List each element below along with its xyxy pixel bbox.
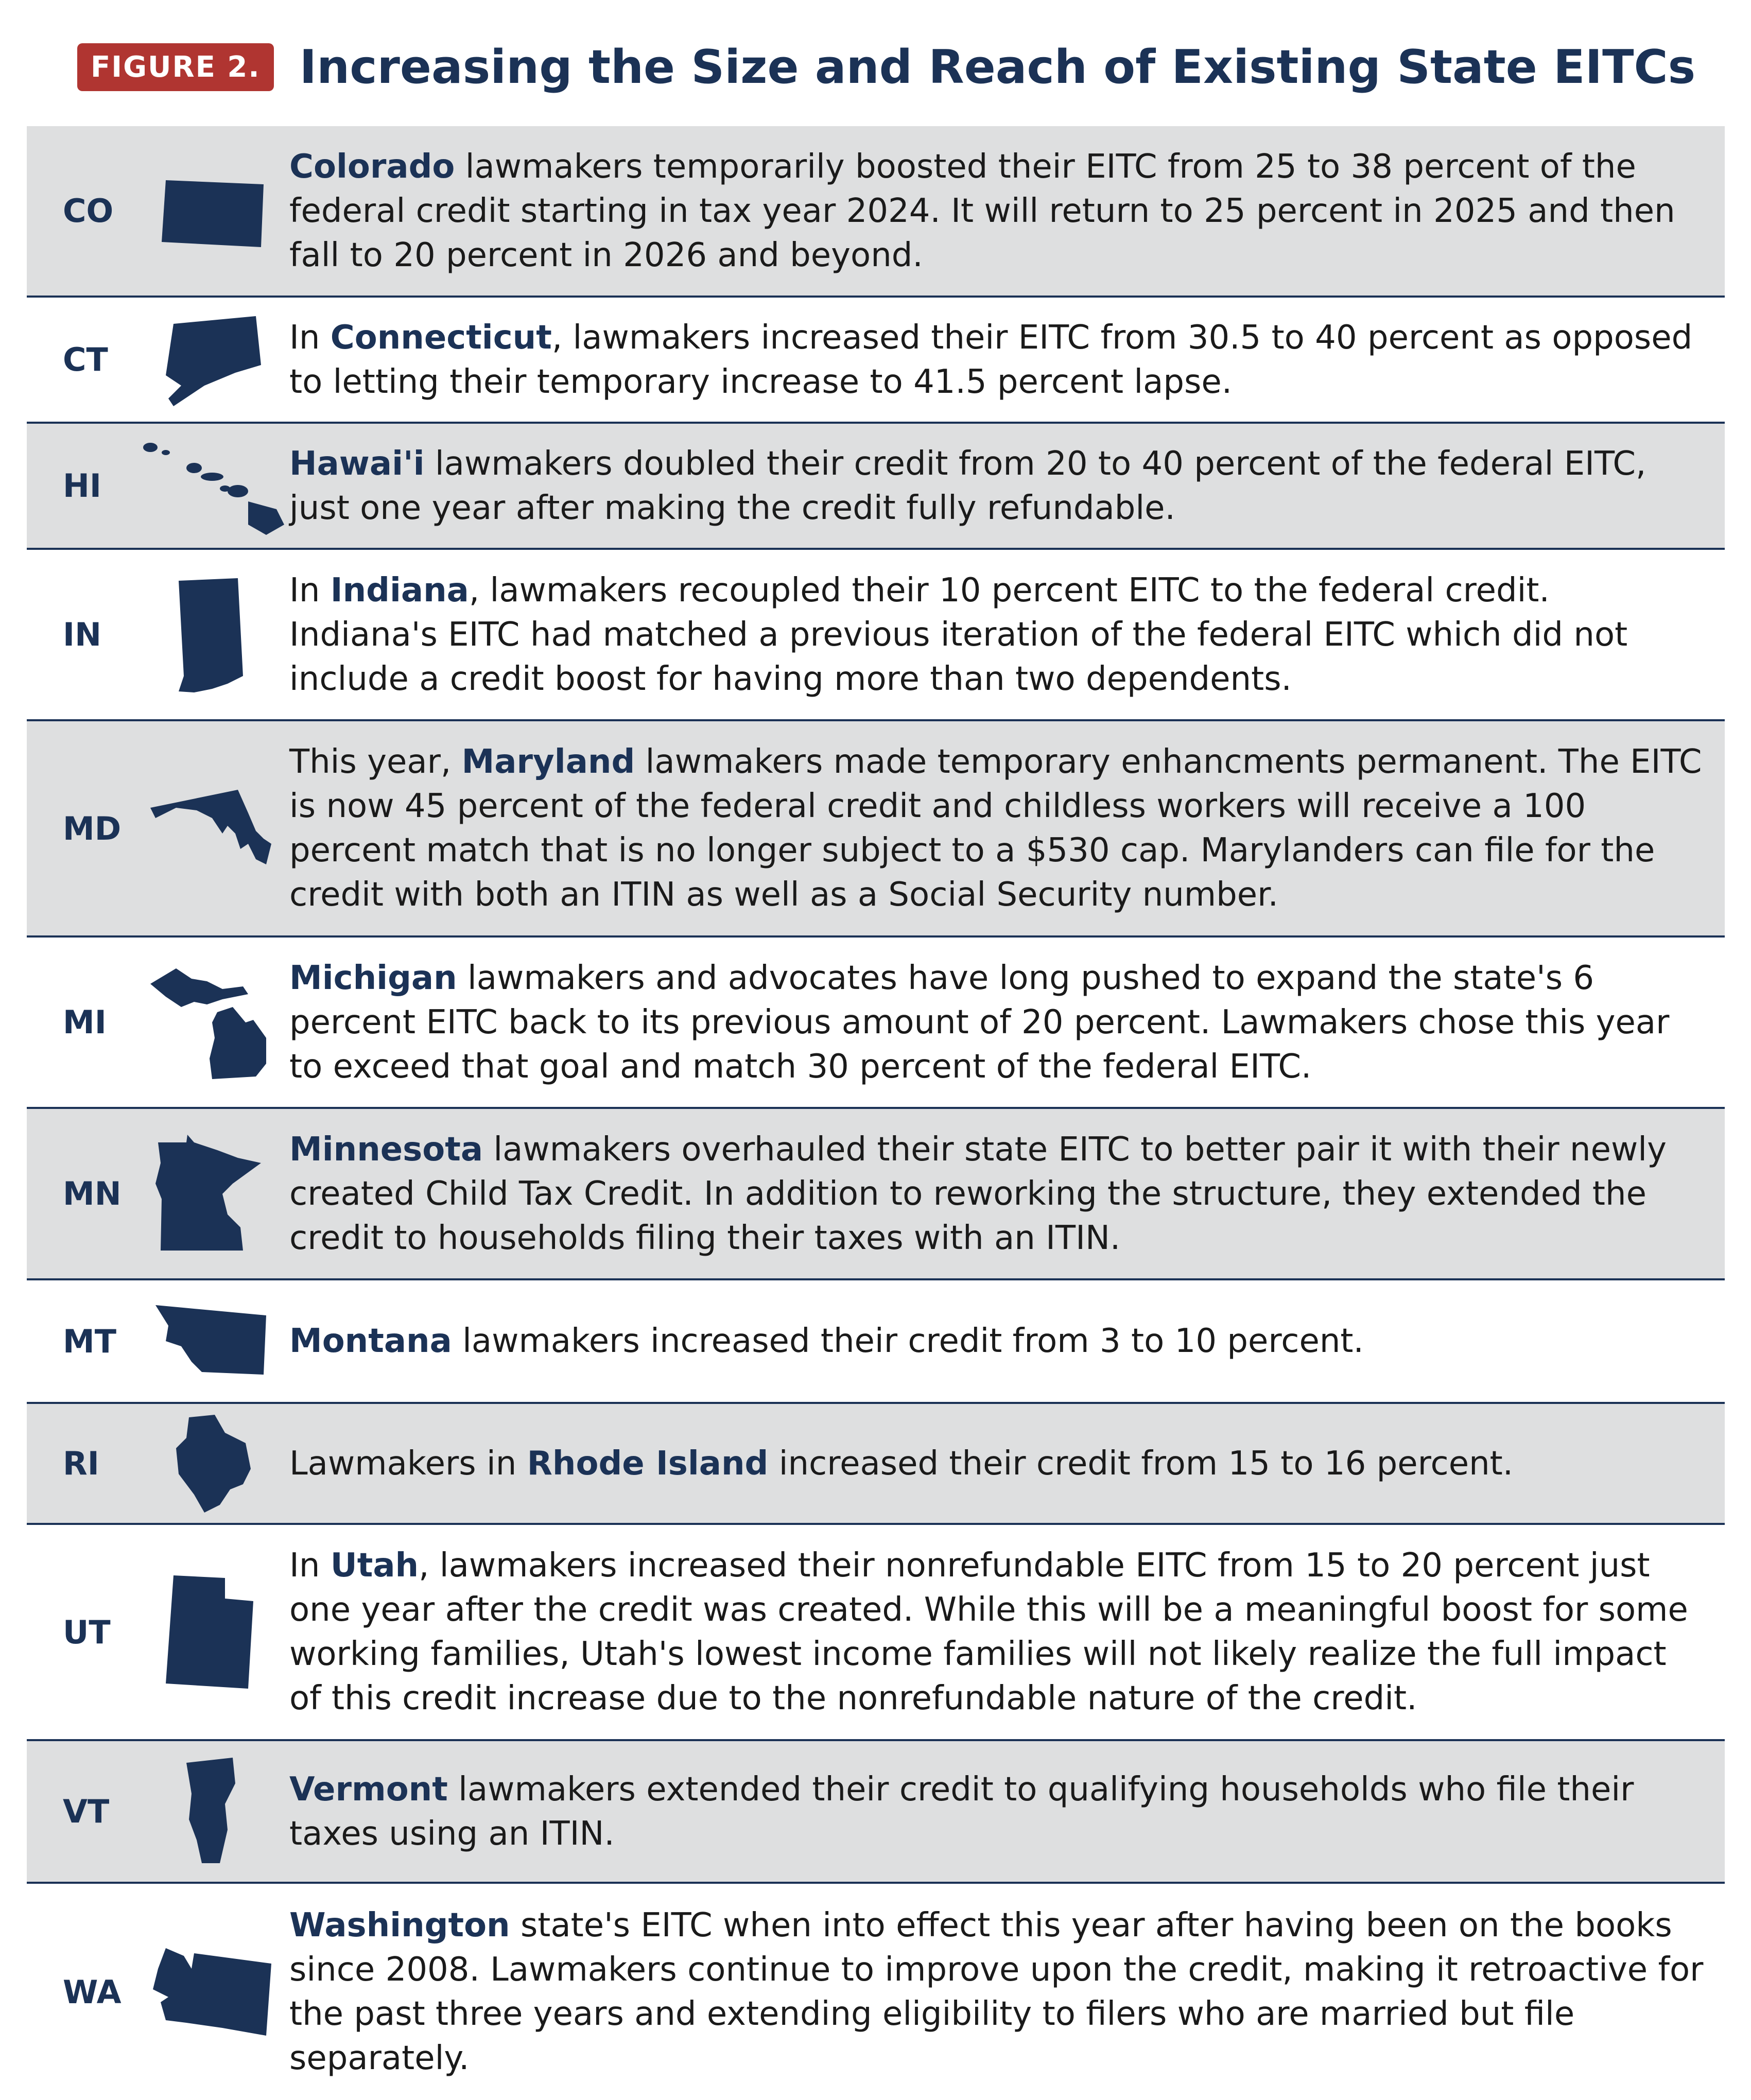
row-description bbox=[289, 956, 1725, 1089]
state-abbr: MN bbox=[63, 1175, 122, 1212]
state-abbr: HI bbox=[63, 467, 101, 505]
desc-post: lawmakers overhauled their state EITC to better pair it with their newly created Child Tax Credit. In addition to reworking the structure, they extended the credit to households filing their taxes with an ITIN. bbox=[289, 1130, 1667, 1257]
state-abbr: MI bbox=[63, 1003, 107, 1041]
state-abbr: CO bbox=[63, 192, 114, 230]
desc-post: , lawmakers increased their nonrefundable EITC from 15 to 20 percent just one year after the credit was created. While this will be a meaningful boost for some working families, Utah's lowest income families will not likely realize the full impact of this credit increase due to the nonrefundable nature of the credit. bbox=[289, 1547, 1688, 1717]
table-row-wa bbox=[27, 1884, 1725, 2100]
utah-map-icon bbox=[135, 1570, 289, 1694]
table-row-hi bbox=[27, 424, 1725, 550]
row-description bbox=[289, 1319, 1725, 1363]
state-abbr: IN bbox=[63, 616, 101, 653]
michigan-map-icon bbox=[135, 961, 289, 1084]
minnesota-map-icon bbox=[135, 1132, 289, 1256]
eitc-table bbox=[27, 126, 1725, 2100]
table-row-ut bbox=[27, 1525, 1725, 1741]
hawaii-map-icon bbox=[135, 435, 289, 537]
figure-header bbox=[77, 28, 1699, 106]
desc-post: lawmakers doubled their credit from 20 to 40 percent of the federal EITC, just one year after making the credit fully refundable. bbox=[289, 444, 1646, 527]
maryland-map-icon bbox=[135, 782, 289, 875]
state-name: Maryland bbox=[461, 743, 635, 781]
desc-post: increased their credit from 15 to 16 percent. bbox=[768, 1444, 1514, 1483]
vermont-map-icon bbox=[135, 1752, 289, 1871]
desc-pre: In bbox=[289, 571, 331, 610]
row-description bbox=[289, 442, 1725, 530]
row-description bbox=[289, 1767, 1725, 1856]
state-name: Indiana bbox=[330, 571, 469, 610]
state-abbr: MD bbox=[63, 809, 122, 847]
state-name: Washington bbox=[289, 1906, 510, 1945]
desc-post: lawmakers and advocates have long pushed to expand the state's 6 percent EITC back to its previous amount of 20 percent. Lawmakers chose this year to exceed that goal and match 30 percent of the federal EITC. bbox=[289, 959, 1670, 1086]
table-row-mt bbox=[27, 1280, 1725, 1404]
desc-post: lawmakers made temporary enhancments permanent. The EITC is now 45 percent of the federal credit and childless workers will receive a 100 percent match that is no longer subject to a $530 cap. Marylanders can file for the credit with both an ITIN as well as a Social Security number. bbox=[289, 743, 1702, 914]
rhode-island-map-icon bbox=[135, 1412, 289, 1515]
row-description bbox=[289, 1127, 1725, 1260]
state-abbr: VT bbox=[63, 1793, 110, 1830]
connecticut-map-icon bbox=[135, 308, 289, 411]
desc-post: , lawmakers recoupled their 10 percent EITC to the federal credit. Indiana's EITC had matched a previous iteration of the federal EITC which did not include a credit boost for having more than two dependents. bbox=[289, 571, 1628, 698]
desc-pre: In bbox=[289, 318, 331, 357]
desc-post: lawmakers extended their credit to qualifying households who file their taxes using an ITIN. bbox=[289, 1770, 1634, 1853]
row-description bbox=[289, 740, 1725, 917]
state-abbr: UT bbox=[63, 1613, 111, 1651]
table-row-in bbox=[27, 550, 1725, 721]
desc-pre: This year, bbox=[289, 743, 462, 781]
figure-badge: FIGURE 2. bbox=[77, 43, 274, 91]
state-name: Montana bbox=[289, 1322, 452, 1360]
state-abbr: MT bbox=[63, 1322, 116, 1360]
state-abbr: RI bbox=[63, 1445, 99, 1482]
state-name: Michigan bbox=[289, 959, 457, 997]
state-name: Hawai'i bbox=[289, 444, 425, 483]
row-description bbox=[289, 1442, 1725, 1486]
row-description bbox=[289, 1903, 1725, 2080]
figure-title: Increasing the Size and Reach of Existing State EITCs bbox=[299, 40, 1696, 94]
state-name: Minnesota bbox=[289, 1130, 483, 1169]
desc-pre: In bbox=[289, 1547, 331, 1585]
desc-post: state's EITC when into effect this year after having been on the books since 2008. Lawmakers continue to improve upon the credit, making it retroactive for the past three years and extending eligibility to filers who are married but file separately. bbox=[289, 1906, 1704, 2077]
state-name: Rhode Island bbox=[527, 1444, 769, 1483]
table-row-vt bbox=[27, 1741, 1725, 1884]
state-name: Colorado bbox=[289, 147, 455, 186]
state-name: Vermont bbox=[289, 1770, 448, 1809]
desc-post: , lawmakers increased their EITC from 30.5 to 40 percent as opposed to letting their temporary increase to 41.5 percent lapse. bbox=[289, 318, 1693, 401]
desc-post: lawmakers increased their credit from 3 to 10 percent. bbox=[452, 1322, 1364, 1360]
table-row-md bbox=[27, 721, 1725, 938]
row-description bbox=[289, 145, 1725, 277]
indiana-map-icon bbox=[135, 573, 289, 697]
table-row-mi bbox=[27, 938, 1725, 1109]
row-description bbox=[289, 568, 1725, 701]
state-name: Utah bbox=[330, 1547, 419, 1585]
washington-map-icon bbox=[135, 1940, 289, 2043]
row-description bbox=[289, 1543, 1725, 1721]
state-abbr: CT bbox=[63, 341, 108, 378]
table-row-ri bbox=[27, 1404, 1725, 1525]
state-abbr: WA bbox=[63, 1973, 122, 2011]
montana-map-icon bbox=[135, 1300, 289, 1382]
table-row-co bbox=[27, 126, 1725, 298]
desc-post: lawmakers temporarily boosted their EITC from 25 to 38 percent of the federal credit starting in tax year 2024. It will return to 25 percent in 2025 and then fall to 20 percent in 2026 and beyond. bbox=[289, 147, 1675, 274]
table-row-mn bbox=[27, 1109, 1725, 1280]
colorado-map-icon bbox=[135, 170, 289, 252]
state-name: Connecticut bbox=[330, 318, 552, 357]
row-description bbox=[289, 316, 1725, 404]
table-row-ct bbox=[27, 298, 1725, 424]
desc-pre: Lawmakers in bbox=[289, 1444, 527, 1483]
